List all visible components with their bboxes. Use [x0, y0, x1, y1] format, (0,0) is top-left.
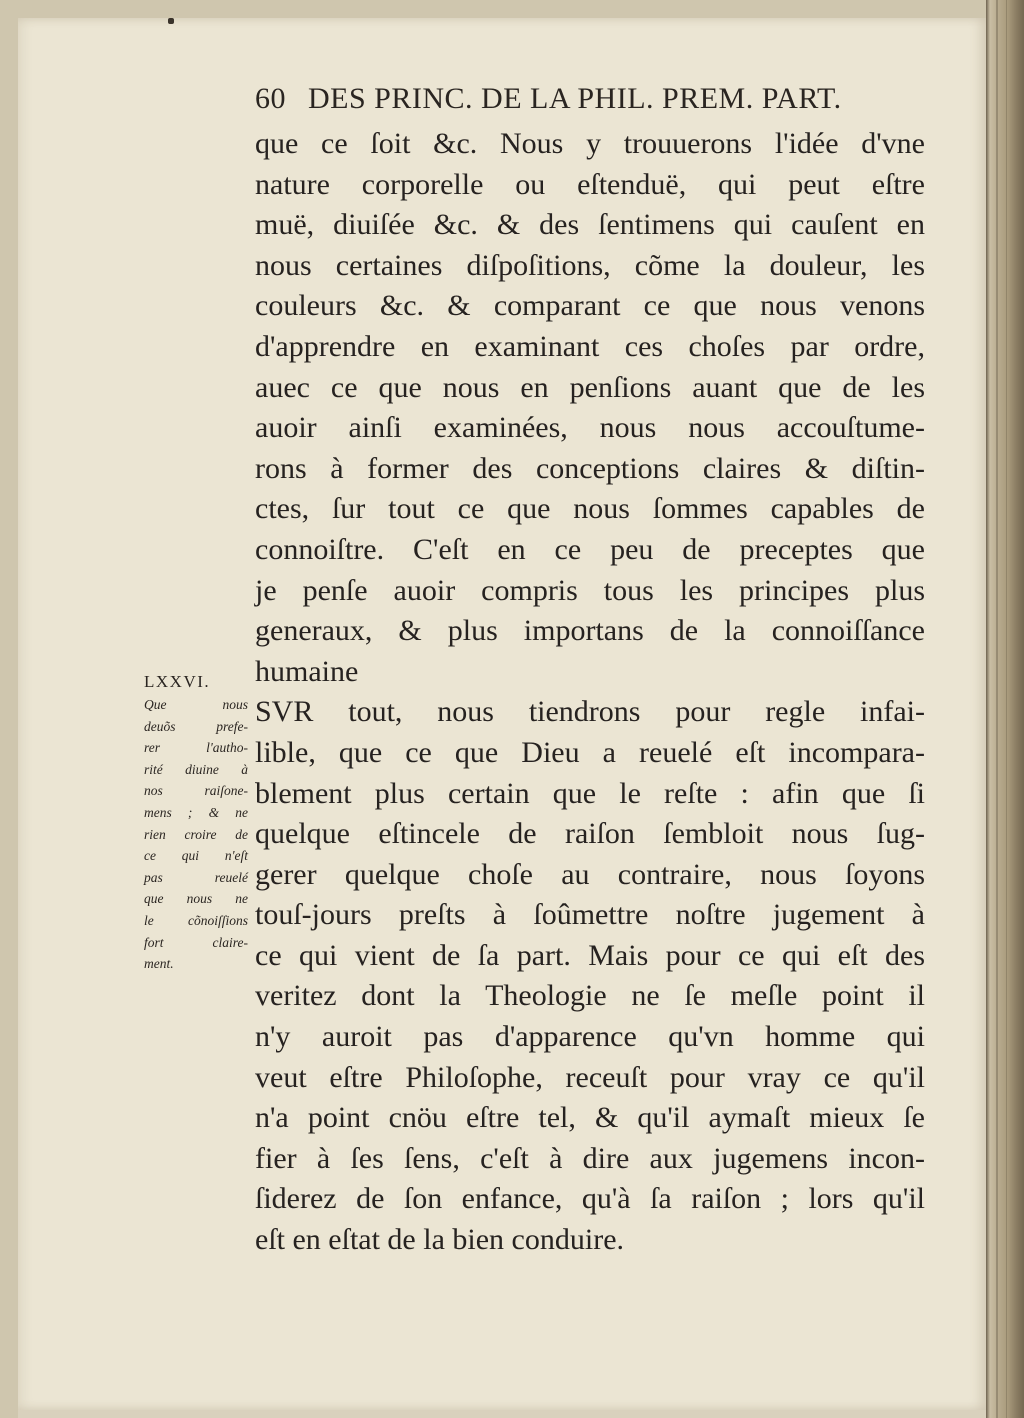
margin-line: que nous ne [144, 891, 248, 907]
text-line: veut eſtre Philoſophe, receuſt pour vray ce qu'il [255, 1060, 925, 1094]
text-line: muë, diuiſée &c. & des ſentimens qui cauſent en [255, 208, 925, 242]
text-line: n'y auroit pas d'apparence qu'vn homme qui [255, 1020, 925, 1054]
text-line: quelque eſtincele de raiſon ſembloit nous ſug- [255, 817, 925, 851]
margin-line: rer l'autho- [144, 740, 248, 756]
text-line: blement plus certain que le reſte : afin que ſi [255, 776, 925, 810]
text-line: humaine [255, 654, 359, 688]
text-line: je penſe auoir compris tous les principes plus [255, 573, 925, 607]
text-line: nature corporelle ou eſtenduë, qui peut eſtre [255, 167, 925, 201]
margin-line: fort claire- [144, 934, 248, 950]
text-line: touſ-jours preſts à ſoûmettre noſtre jugement à [255, 898, 925, 932]
margin-line: rité diuine à [144, 761, 248, 777]
scan-top-edge [0, 0, 1024, 18]
text-line: que ce ſoit &c. Nous y trouuerons l'idée d'vne [255, 127, 925, 160]
book-binding-edge [986, 0, 1024, 1418]
text-line: eſt en eſtat de la bien conduire. [255, 1223, 625, 1257]
scan-left-edge [0, 0, 18, 1418]
text-line: connoiſtre. C'eſt en ce peu de preceptes que [255, 532, 925, 566]
margin-line: nos raiſone- [144, 783, 248, 799]
margin-line: le cõnoiſſions [144, 912, 248, 928]
running-title: DES PRINC. DE LA PHIL. PREM. PART. [308, 82, 842, 115]
text-line: nous certaines diſpoſitions, cõme la douleur, les [255, 248, 925, 282]
margin-line: deuõs prefe- [144, 718, 248, 734]
text-line: auec ce que nous en penſions auant que de les [255, 370, 925, 404]
text-line: ctes, ſur tout ce que nous ſommes capables de [255, 492, 925, 526]
text-line: ſiderez de ſon enfance, qu'à ſa raiſon ; lors qu'il [255, 1182, 925, 1216]
text-line: gerer quelque choſe au contraire, nous ſoyons [255, 857, 925, 891]
text-line: SVR tout, nous tiendrons pour regle infai- [255, 695, 925, 729]
text-line: ce qui vient de ſa part. Mais pour ce qui eſt des [255, 938, 925, 972]
text-line: lible, que ce que Dieu a reuelé eſt incompara- [255, 735, 925, 769]
text-line: rons à former des conceptions claires & diſtin- [255, 451, 925, 485]
marginal-note [144, 672, 248, 975]
text-line: couleurs &c. & comparant ce que nous venons [255, 289, 925, 323]
page-number: 60 [255, 82, 286, 115]
text-line: auoir ainſi examinées, nous nous accouſtume- [255, 411, 925, 445]
margin-line: ce qui n'eſt [144, 848, 248, 864]
text-line: veritez dont la Theologie ne ſe meſle point il [255, 979, 925, 1013]
text-line: d'apprendre en examinant ces choſes par ordre, [255, 329, 925, 363]
margin-line: rien croire de [144, 826, 248, 842]
text-line: fier à ſes ſens, c'eſt à dire aux jugemens incon- [255, 1141, 925, 1175]
text-line: n'a point cnöu eſtre tel, & qu'il aymaſt mieux ſe [255, 1101, 925, 1135]
margin-line: pas reuelé [144, 869, 248, 885]
main-text-block [255, 124, 925, 1261]
running-header [255, 82, 842, 116]
article-number: LXXVI. [144, 672, 211, 691]
text-line: generaux, & plus importans de la connoiſſance [255, 614, 925, 648]
ink-speck [168, 18, 174, 24]
margin-line: Que nous [144, 697, 248, 712]
margin-line: ment. [144, 956, 174, 972]
margin-line: mens ; & ne [144, 804, 248, 820]
